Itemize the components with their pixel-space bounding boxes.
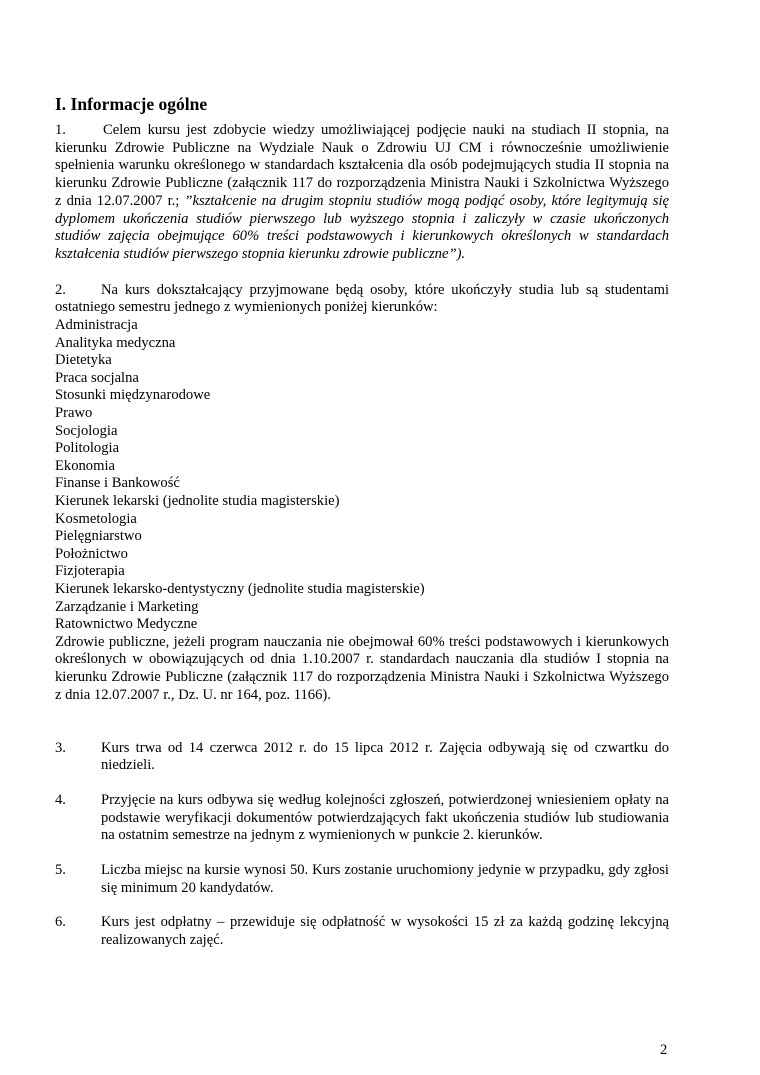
spacer xyxy=(55,705,669,740)
list-item: Fizjoterapia xyxy=(55,563,125,580)
list-item: Politologia xyxy=(55,440,120,457)
point-1-text: Celem kursu jest zdobycie wiedzy umożliwiającej podjęcie nauki na studiach II stopnia, na kierunku Zdrowie Publiczne na Wydziale Nauk o Zdrowiu UJ CM i równocześnie umożliwienie spełnienia warunku określonego w standardach kształcenia dla osób podejmujących studia II stopnia na kierunku Zdrowie Publiczne (załącznik 117 do rozporządzenia Ministra Nauki i Szkolnictwa Wyższego z dnia 12.07.2007 r.; xyxy=(55,122,669,209)
list-item: Administracja xyxy=(55,317,138,334)
point-5 xyxy=(55,862,669,897)
point-6-text: Kurs jest odpłatny – przewiduje się odpłatność w wysokości 15 zł za każdą godzinę lekcyjną realizowanych zajęć. xyxy=(101,914,669,949)
point-3-text: Kurs trwa od 14 czerwca 2012 r. do 15 lipca 2012 r. Zajęcia odbywają się od czwartku do niedzieli. xyxy=(101,739,669,774)
list-item: Zarządzanie i Marketing xyxy=(55,598,199,615)
point-1 xyxy=(55,122,669,264)
point-2-closing: Zdrowie publiczne, jeżeli program nauczania nie obejmował 60% treści podstawowych i kierunkowych określonych w obowiązujących od dnia 1.10.2007 r. standardach nauczania dla studiów I stopnia na kierunku Zdrowie Publiczne (załącznik 117 do rozporządzenia Ministra Nauki i Szkolnictwa Wyższego z dnia 12.07.2007 r., Dz. U. nr 164, poz. 1166). xyxy=(55,633,669,703)
point-2-intro-text: Na kurs dokształcający przyjmowane będą osoby, które ukończyły studia lub są studentami ostatniego semestru jednego z wymienionych poniżej kierunków: xyxy=(55,281,669,316)
point-1-quote: ”kształcenie na drugim stopniu studiów mogą podjąć osoby, które legitymują się dyplomem ukończenia studiów pierwszego lub wyższego stopnia i zaliczyły w czasie ukończonych studiów zajęcia obejmujące 60% treści podstawowych i kierunkowych określonych w standardach kształcenia studiów pierwszego stopnia kierunku zdrowie publiczne”). xyxy=(55,192,669,262)
spacer xyxy=(55,264,669,282)
list-item: Kosmetologia xyxy=(55,510,137,527)
list-item: Dietetyka xyxy=(55,352,112,369)
page-number: 2 xyxy=(660,1042,668,1058)
spacer xyxy=(55,775,669,792)
list-item: Pielęgniarstwo xyxy=(55,528,142,545)
list-item: Położnictwo xyxy=(55,545,128,562)
list-item: Analityka medyczna xyxy=(55,334,176,351)
section-heading: I. Informacje ogólne xyxy=(55,94,208,114)
point-1-number: 1. xyxy=(55,122,66,138)
document-page xyxy=(55,94,669,950)
list-item: Kierunek lekarski (jednolite studia magisterskie) xyxy=(55,492,340,509)
point-6 xyxy=(55,914,669,949)
point-5-number: 5. xyxy=(55,862,66,879)
point-3 xyxy=(55,740,669,775)
point-2-number: 2. xyxy=(55,281,66,298)
list-item: Kierunek lekarsko-dentystyczny (jednolite studia magisterskie) xyxy=(55,580,425,597)
list-item: Ekonomia xyxy=(55,457,115,474)
point-5-text: Liczba miejsc na kursie wynosi 50. Kurs zostanie uruchomiony jedynie w przypadku, gdy zgłosi się minimum 20 kandydatów. xyxy=(101,862,669,896)
point-4 xyxy=(55,792,669,845)
point-4-text: Przyjęcie na kurs odbywa się według kolejności zgłoszeń, potwierdzonej wniesieniem opłaty na podstawie weryfikacji dokumentów potwierdzających fakt ukończenia studiów lub studiowania na ostatnim semestrze na jednym z wymienionych w punkcie 2. kierunków. xyxy=(101,791,669,844)
list-item: Praca socjalna xyxy=(55,369,139,386)
point-4-number: 4. xyxy=(55,791,66,808)
point-2-intro xyxy=(55,282,669,317)
spacer xyxy=(55,897,669,914)
point-6-number: 6. xyxy=(55,914,66,931)
list-item: Ratownictwo Medyczne xyxy=(55,616,198,633)
fields-list xyxy=(55,317,669,634)
list-item: Prawo xyxy=(55,405,93,421)
list-item: Finanse i Bankowość xyxy=(55,475,180,492)
spacer xyxy=(55,845,669,862)
list-item: Socjologia xyxy=(55,422,118,439)
point-3-number: 3. xyxy=(55,739,66,756)
list-item: Stosunki międzynarodowe xyxy=(55,387,211,404)
